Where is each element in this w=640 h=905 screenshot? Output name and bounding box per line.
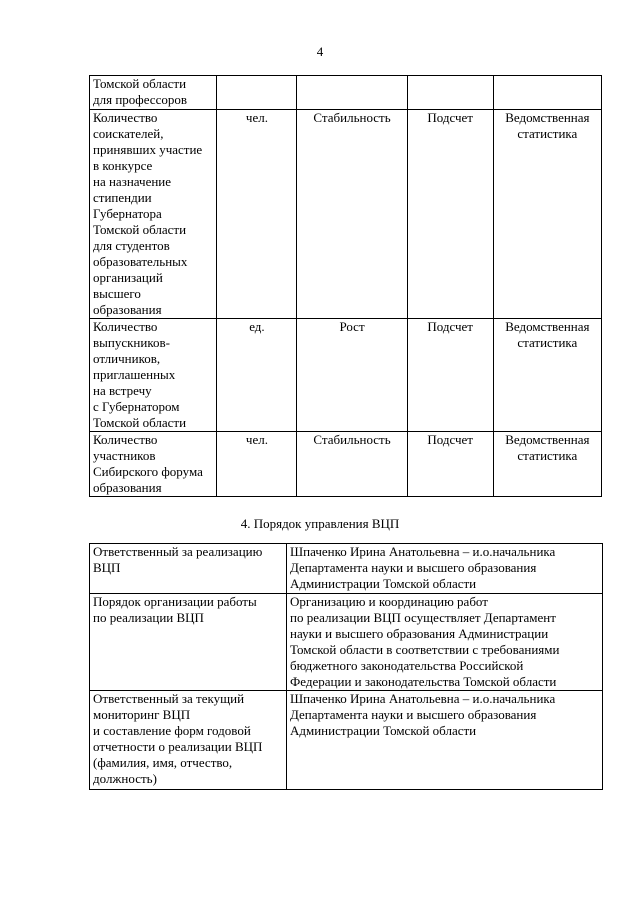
management-value: Шпаченко Ирина Анатольевна – и.о.начальника Департамента науки и высшего образования Администрации Томской области [287,544,603,594]
management-label: Ответственный за текущий мониторинг ВЦП и составление форм годовой отчетности о реализации ВЦП (фамилия, имя, отчество, должность) [90,691,287,790]
table-row [90,76,602,110]
unit-cell [217,76,297,110]
method-cell [407,76,493,110]
management-label: Порядок организации работы по реализации ВЦП [90,594,287,691]
table-row [90,594,603,691]
trend-cell: Рост [297,319,407,432]
method-cell: Подсчет [407,432,493,497]
unit-cell: ед. [217,319,297,432]
source-cell: Ведомственная статистика [493,319,601,432]
section-title: 4. Порядок управления ВЦП [240,516,400,531]
indicator-name: Количество выпускников- отличников, приглашенных на встречу с Губернатором Томской области [90,319,217,432]
management-label: Ответственный за реализацию ВЦП [90,544,287,594]
management-value: Шпаченко Ирина Анатольевна – и.о.начальника Департамента науки и высшего образования Администрации Томской области [287,691,603,790]
table-row [90,432,602,497]
table-row [90,110,602,319]
indicator-name: Количество участников Сибирского форума образования [90,432,217,497]
unit-cell: чел. [217,110,297,319]
source-cell [493,76,601,110]
indicator-name: Томской области для профессоров [90,76,217,110]
source-cell: Ведомственная статистика [493,432,601,497]
management-table [89,543,603,790]
indicator-name: Количество соискателей, принявших участие в конкурсе на назначение стипендии Губернатора Томской области для студентов образовательных организаций высшего образования [90,110,217,319]
method-cell: Подсчет [407,110,493,319]
method-cell: Подсчет [407,319,493,432]
indicators-table [89,75,602,497]
table-row [90,544,603,594]
source-cell: Ведомственная статистика [493,110,601,319]
unit-cell: чел. [217,432,297,497]
trend-cell: Стабильность [297,432,407,497]
table-row [90,319,602,432]
management-value: Организацию и координацию работ по реализации ВЦП осуществляет Департамент науки и высшего образования Администрации Томской области в соответствии с требованиями бюджетного законодательства Российской Федерации и законодательства Томской области [287,594,603,691]
trend-cell: Стабильность [297,110,407,319]
page-number: 4 [316,44,324,59]
table-row [90,691,603,790]
trend-cell [297,76,407,110]
